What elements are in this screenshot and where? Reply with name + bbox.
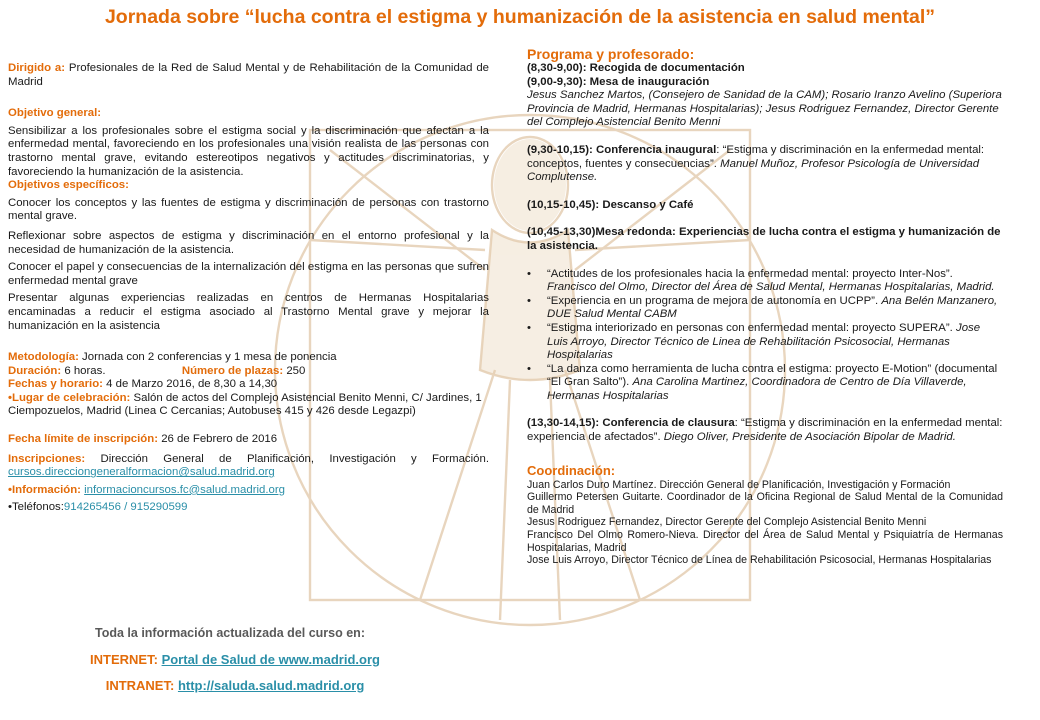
footer-info: Toda la información actualizada del curso en:: [95, 626, 365, 640]
conferencia-clausura-time: (13,30-14,15):: [527, 417, 600, 430]
objetivo-item: Conocer los conceptos y las fuentes de estigma y discriminación de personas con trastorno mental grave.: [8, 196, 489, 223]
telefonos-label: •Teléfonos:: [8, 501, 64, 514]
ponencia-text: “La danza como herramienta de lucha contra el estigma: proyecto E-Motion” (documental “El Gran Salto”).: [547, 362, 998, 389]
objetivo-item: Reflexionar sobre aspectos de estigma y discriminación en el entorno profesional y la necesidad de humanización de la asistencia.: [8, 229, 489, 256]
plazas-text: 250: [286, 364, 306, 377]
footer-internet: [0, 652, 470, 667]
list-item: • “La danza como herramienta de lucha contra el estigma: proyecto E-Motion” (documental “El Gran Salto”). Ana Carolina Martinez, Coordinadora de Centro de Día Villaverde, Hermanas Hospitalarias: [527, 362, 998, 402]
ponencia-text: “Estigma interiorizado en personas con enfermedad mental: proyecto SUPERA”.: [547, 321, 953, 334]
limite-block: [8, 433, 489, 447]
programa-item: (10,15-10,45): Descanso y Café: [527, 198, 694, 211]
programa-item: (8,30-9,00): Recogida de documentación: [527, 62, 745, 74]
plazas-label: Número de plazas:: [181, 364, 284, 377]
coordinacion-title: Coordinación:: [527, 462, 616, 478]
inauguracion-people: Jesus Sanchez Martos, (Consejero de Sanidad de la CAM); Rosario Iranzo Avelino (Superiora Provincia de Madrid, Hermanas Hospitalarias); Jesus Rodriguez Fernandez, Director Gerente del Complejo Asistencial Benito Menni: [527, 89, 1002, 129]
duracion-text: 6 horas.: [64, 364, 106, 377]
duracion-label: Duración:: [8, 364, 62, 377]
internet-label: INTERNET:: [90, 652, 158, 667]
ponencia-text: “Experiencia en un programa de mejora de autonomía en UCPP”.: [547, 294, 879, 307]
fechas-block: [8, 378, 489, 392]
coordinacion-item: Jesus Rodriguez Fernandez, Director Gerente del Complejo Asistencial Benito Menni: [527, 516, 927, 529]
coordinacion-item: Juan Carlos Duro Martínez. Dirección General de Planificación, Investigación y Formación: [527, 478, 951, 491]
ponencia-speaker: Francisco del Olmo, Director del Área de Salud Mental, Hermanas Hospitalarias, Madrid.: [547, 281, 995, 294]
metodologia-block: [8, 351, 489, 365]
inscripciones-block: [8, 453, 489, 480]
lugar-label: •Lugar de celebración:: [8, 391, 131, 404]
limite-label: Fecha límite de inscripción:: [8, 433, 159, 446]
conferencia-inaugural: [527, 144, 1003, 185]
ponencia-speaker: Ana Belén Manzanero, DUE Salud Mental CABM: [547, 294, 998, 321]
conferencia-inaugural-speaker: Manuel Muñoz, Profesor Psicología de Universidad Complutense.: [527, 157, 980, 184]
intranet-label: INTRANET:: [105, 678, 175, 693]
telefonos-block: [8, 501, 489, 515]
conferencia-clausura: [527, 417, 1003, 444]
coordinacion-item: Francisco Del Olmo Romero-Nieva. Director del Área de Salud Mental y Psiquiatría de Hermanas Hospitalarias, Madrid: [527, 529, 1003, 554]
dirigido-label: Dirigido a:: [8, 62, 66, 74]
metodologia-label: Metodología:: [8, 351, 79, 364]
objetivo-general-label: Objetivo general:: [8, 107, 102, 120]
page-title: Jornada sobre “lucha contra el estigma y humanización de la asistencia en salud mental”: [104, 6, 936, 28]
fechas-label: Fechas y horario:: [8, 378, 103, 391]
dirigido-text: Profesionales de la Red de Salud Mental y de Rehabilitación de la Comunidad de Madrid: [8, 62, 489, 88]
informacion-email-link[interactable]: informacioncursos.fc@salud.madrid.org: [84, 483, 285, 496]
lugar-block: [8, 392, 489, 419]
inscripciones-text: Dirección General de Planificación, Investigación y Formación.: [100, 452, 489, 465]
coordinacion-item: Jose Luis Arroyo, Director Técnico de Línea de Rehabilitación Psicosocial, Hermanas Hospitalarias: [527, 554, 992, 567]
ponencia-speaker: Ana Carolina Martinez, Coordinadora de Centro de Día Villaverde, Hermanas Hospitalarias: [547, 376, 967, 402]
coordinacion-list: [527, 479, 1003, 567]
objetivo-general-text: Sensibilizar a los profesionales sobre el estigma social y la discriminación que afectan a la enfermedad mental, favoreciendo en los profesionales una visión realista de las personas con trastorno mental grave, evitando estereotipos negativos y actitudes discriminatorias, y favoreciendo la humanización de la asistencia.: [8, 124, 489, 178]
mesa-redonda: (10,45-13,30)Mesa redonda: Experiencias de lucha contra el estigma y humanización de la asistencia.: [527, 226, 1001, 252]
limite-text: 26 de Febrero de 2016: [161, 433, 278, 446]
list-item: • “Experiencia en un programa de mejora de autonomía en UCPP”. Ana Belén Manzanero, DUE Salud Mental CABM: [527, 294, 998, 321]
conferencia-clausura-text: : “Estigma y discriminación en la enfermedad mental: experiencia de afectados”.: [527, 417, 1003, 444]
duracion-block: [8, 365, 489, 379]
objetivo-item: Conocer el papel y consecuencias de la internalización del estigma en las personas que sufren enfermedad mental grave: [8, 261, 489, 287]
ponencia-speaker: Jose Luis Arroyo, Director Técnico de Linea de Rehabilitación Psicosocial, Hermanas Hospitalarias: [547, 321, 981, 362]
fechas-text: 4 de Marzo 2016, de 8,30 a 14,30: [106, 378, 278, 391]
inscripciones-email-link[interactable]: cursos.direcciongeneralformacion@salud.madrid.org: [8, 466, 275, 479]
list-item: • “Estigma interiorizado en personas con enfermedad mental: proyecto SUPERA”. Jose Luis Arroyo, Director Técnico de Linea de Rehabilitación Psicosocial, Hermanas Hospitalarias: [527, 321, 981, 362]
informacion-block: [8, 484, 489, 498]
footer-intranet: [0, 678, 470, 693]
intranet-link[interactable]: http://saluda.salud.madrid.org: [177, 678, 365, 693]
programa-title: Programa y profesorado:: [527, 46, 695, 62]
coordinacion-item: Guillermo Petersen Guitarte. Coordinador de la Oficina Regional de Salud Mental de la Comunidad de Madrid: [527, 491, 1003, 516]
left-column: [8, 62, 489, 515]
dirigido-block: [8, 62, 489, 89]
objetivo-item: Presentar algunas experiencias realizadas en centros de Hermanas Hospitalarias encaminadas a reducir el estigma asociado al Trastorno Mental grave y mejorar la humanización en la asistencia: [8, 292, 489, 332]
ponencia-text: “Actitudes de los profesionales hacia la enfermedad mental: proyecto Inter-Nos”.: [547, 267, 953, 280]
list-item: • “Actitudes de los profesionales hacia la enfermedad mental: proyecto Inter-Nos”. Francisco del Olmo, Director del Área de Salud Mental, Hermanas Hospitalarias, Madrid.: [527, 267, 995, 294]
right-column: [527, 46, 1003, 567]
ponencias-list: [527, 268, 1003, 404]
metodologia-text: Jornada con 2 conferencias y 1 mesa de ponencia: [82, 351, 337, 364]
conferencia-inaugural-label: Conferencia inaugural: [596, 143, 717, 156]
internet-link[interactable]: Portal de Salud de www.madrid.org: [161, 652, 380, 667]
conferencia-clausura-speaker: Diego Oliver, Presidente de Asociación Bipolar de Madrid.: [663, 431, 956, 444]
conferencia-inaugural-time: (9,30-10,15):: [527, 143, 593, 156]
conferencia-inaugural-text: : “Estigma y discriminación en la enfermedad mental: conceptos, fuentes y consecuencias”.: [527, 143, 985, 170]
conferencia-clausura-label: Conferencia de clausura: [602, 417, 735, 430]
telefonos-text: 914265456 / 915290599: [63, 501, 188, 514]
programa-item: (9,00-9,30): Mesa de inauguración: [527, 75, 710, 88]
informacion-label: •Información:: [8, 483, 81, 496]
lugar-text: Salón de actos del Complejo Asistencial Benito Menni, C/ Jardines, 1 Ciempozuelos, Madrid (Linea C Cercanias; Autobuses 415 y 426 desde Legazpi): [8, 391, 482, 418]
inscripciones-label: Inscripciones:: [8, 452, 86, 465]
objetivos-especificos-label: Objetivos específicos:: [8, 179, 129, 192]
